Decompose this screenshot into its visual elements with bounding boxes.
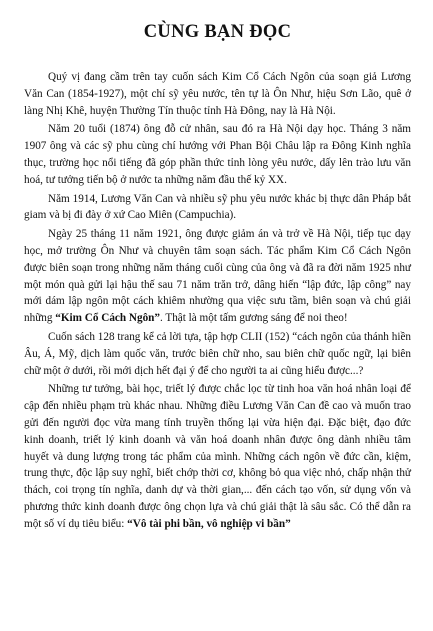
paragraph-4-text: Ngày 25 tháng 11 năm 1921, ông được giảm án và trở về Hà Nội, tiếp tục dạy học, mở trường Ôn Như và chuyên tâm soạn sách. Tác phẩm Kim Cổ Cách Ngôn được biên soạn trong những năm tháng cuối cùng của ông và đã ra đời năm 1925 như một món quà gửi lại hậu thế sau 71 năm trăn trở, dâng hiến “lập đức, lập công” nay mới dám lập ngôn một cách khiêm nhường qua việc sưu tầm, biên soạn và chú giải những (24, 228, 411, 325)
proverb-emphasis: “Vô tài phi bần, vô nghiệp vi bần” (127, 517, 291, 530)
paragraph-5: Cuốn sách 128 trang kể cả lời tựa, tập hợp CLII (152) “cách ngôn của thánh hiền Âu, Á, Mỹ, dịch làm quốc văn, trước biên chữ nho, sau biên chữ quốc ngữ, lại biên chữ một ở dưới, rồi mới dịch hết đại ý để cho người ta ai cũng hiểu được...? (24, 330, 411, 377)
paragraph-4-tail: . Thật là một tấm gương sáng để noi theo! (159, 312, 348, 325)
paragraph-1: Quý vị đang cầm trên tay cuốn sách Kim Cổ Cách Ngôn của soạn giả Lương Văn Can (1854-1927), một chí sỹ yêu nước, tên tự là Ôn Như, hiệu Sơn Lão, quê ở làng Nhị Khê, huyện Thường Tín thuộc tỉnh Hà Đông, nay là Hà Nội. (24, 71, 411, 117)
paragraph-6-text: Những tư tưởng, bài học, triết lý được chắc lọc từ tinh hoa văn hoá nhân loại để cập đến nhiều phạm trù khác nhau. Những điều Lương Văn Can đề cao và muốn trao gửi đến người đọc vừa mang tính truyền thống lại vừa hiện đại. Đặc biệt, đạo đức kinh doanh, triết lý kinh doanh và văn hoá doanh nhân được ông dành nhiều tâm huyết và dung lượng trong tác phẩm của mình. Những cách ngôn về đức cần, kiệm, trung thực, độc lập suy nghĩ, biết chớp thời cơ, không bỏ qua việc nhỏ, chấp nhận thử thách, coi trọng tín nghĩa, danh dự và thời gian,... đến cách tạo vốn, sử dụng vốn và phương thức kinh doanh được ông chọn lựa và chú giải thật là sâu sắc. Có thể dẫn ra một số ví dụ tiêu biểu: (24, 383, 411, 530)
paragraph-4 (24, 226, 411, 327)
page-body (24, 69, 411, 533)
paragraph-6 (24, 381, 411, 532)
paragraph-2: Năm 20 tuổi (1874) ông đỗ cử nhân, sau đó ra Hà Nội dạy học. Tháng 3 năm 1907 ông và các sỹ phu cùng chí hướng với Phan Bội Châu lập ra Đông Kinh nghĩa thục, trường học nổi tiếng đã góp phần thức tỉnh lòng yêu nước, dấy lên trào lưu văn hoá, tư tưởng tiến bộ ở nước ta những năm đầu thế kỷ XX. (24, 123, 411, 186)
paragraph-3: Năm 1914, Lương Văn Can và nhiều sỹ phu yêu nước khác bị thực dân Pháp bắt giam và bị đi đày ở xứ Cao Miên (Campuchia). (24, 192, 411, 222)
book-title-emphasis: “Kim Cổ Cách Ngôn” (55, 312, 160, 325)
page-title: CÙNG BẠN ĐỌC (143, 22, 292, 42)
